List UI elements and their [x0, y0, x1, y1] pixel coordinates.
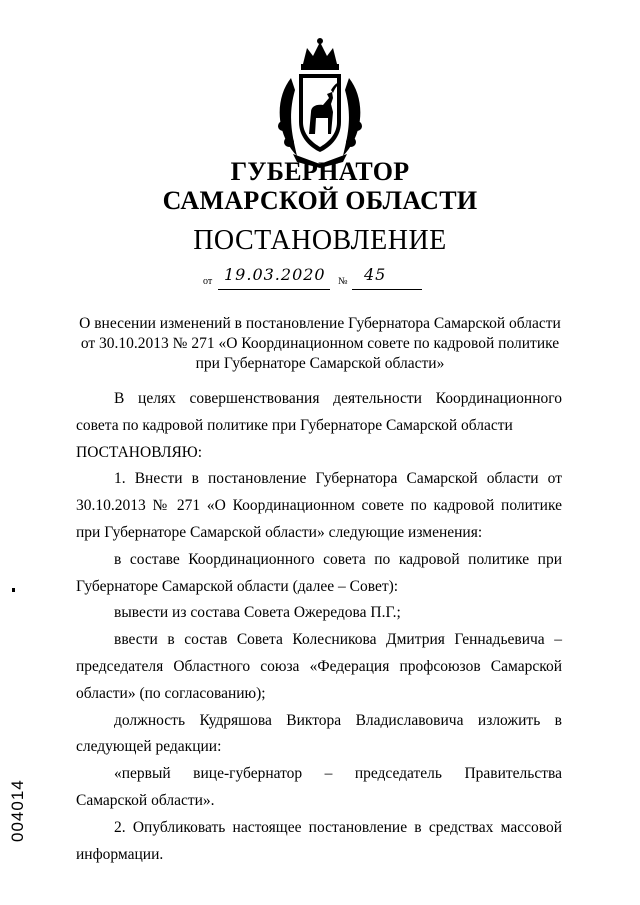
number-underline	[352, 289, 422, 290]
clause-1-position-text: «первый вице-губернатор – председатель Правительства Самарской области».	[76, 765, 562, 809]
number-label: №	[338, 276, 348, 287]
clause-1-add: ввести в состав Совета Колесникова Дмитрия Геннадьевича – председателя Областного союза «Федерация профсоюзов Самарской области» (по согласованию);	[76, 631, 562, 702]
date-label: от	[203, 276, 213, 287]
date-underline	[218, 289, 330, 290]
preamble-paragraph: В целях совершенствования деятельности Координационного совета по кадровой политике при Губернаторе Самарской области	[76, 390, 562, 434]
document-type: ПОСТАНОВЛЕНИЕ	[193, 225, 447, 256]
coat-of-arms-icon	[271, 38, 369, 168]
document-body	[76, 386, 562, 868]
clause-2: 2. Опубликовать настоящее постановление в средствах массовой информации.	[76, 818, 562, 863]
document-meta	[200, 265, 440, 291]
document-subject: О внесении изменений в постановление Губернатора Самарской области от 30.10.2013 № 271 «О Координационном совете по кадровой политике при Губернаторе Самарской области»	[79, 315, 561, 372]
issuer-title: ГУБЕРНАТОР	[230, 157, 410, 186]
date-value: 19.03.2020	[224, 265, 326, 284]
clause-1-remove: вывести из состава Совета Ожередова П.Г.;	[114, 604, 401, 622]
decree-word: ПОСТАНОВЛЯЮ:	[76, 443, 203, 461]
clause-1-position: должность Кудряшова Виктора Владиславовича изложить в следующей редакции:	[76, 711, 562, 756]
clause-1-composition: в составе Координационного совета по кадровой политике при Губернаторе Самарской области (далее – Совет):	[76, 550, 562, 595]
number-value: 45	[364, 265, 387, 284]
issuer-region: САМАРСКОЙ ОБЛАСТИ	[162, 186, 478, 215]
clause-1: 1. Внести в постановление Губернатора Самарской области от 30.10.2013 № 271 «О Координационном совете по кадровой политике при Губернаторе Самарской области» следующие изменения:	[76, 470, 562, 541]
margin-stamp: 004014	[8, 779, 27, 842]
scan-speck	[12, 588, 15, 592]
